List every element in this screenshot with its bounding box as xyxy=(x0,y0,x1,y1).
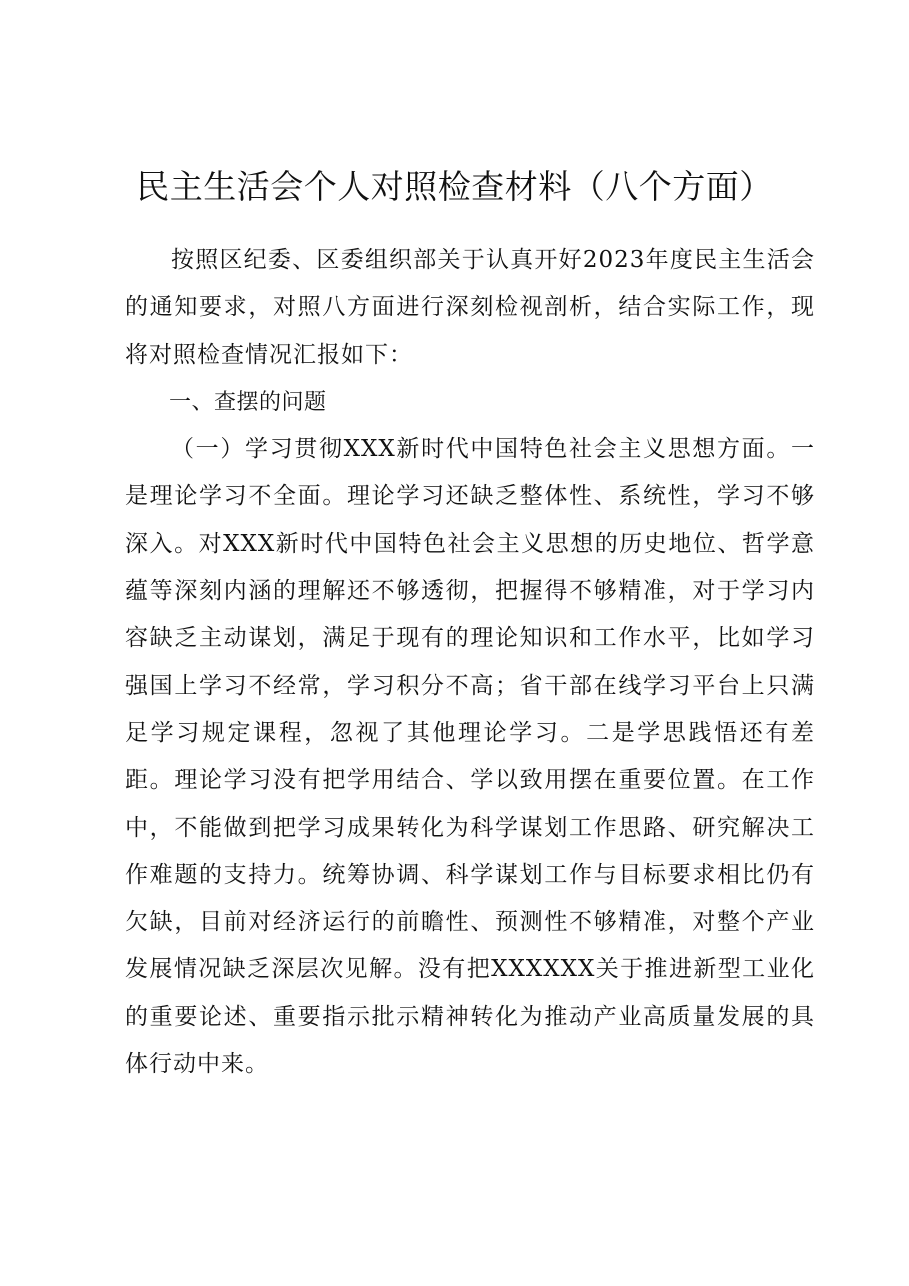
section-heading: 一、查摆的问题 xyxy=(169,389,327,415)
body-paragraph: （一）学习贯彻XXX新时代中国特色社会主义思想方面。一是理论学习不全面。理论学习还缺乏整体性、系统性，学习不够深入。对XXX新时代中国特色社会主义思想的历史地位、哲学意蕴等深刻内涵的理解还不够透彻，把握得不够精准，对于学习内容缺乏主动谋划，满足于现有的理论知识和工作水平，比如学习强国上学习不经常，学习积分不高；省干部在线学习平台上只满足学习规定课程，忽视了其他理论学习。二是学思践悟还有差距。理论学习没有把学用结合、学以致用摆在重要位置。在工作中，不能做到把学习成果转化为科学谋划工作思路、研究解决工作难题的支持力。统筹协调、科学谋划工作与目标要求相比仍有欠缺，目前对经济运行的前瞻性、预测性不够精准，对整个产业发展情况缺乏深层次见解。没有把XXXXXX关于推进新型工业化的重要论述、重要指示批示精神转化为推动产业高质量发展的具体行动中来。 xyxy=(125,436,815,1078)
intro-paragraph: 按照区纪委、区委组织部关于认真开好2023年度民主生活会的通知要求，对照八方面进行深刻检视剖析，结合实际工作，现将对照检查情况汇报如下： xyxy=(125,247,815,368)
document-body xyxy=(125,237,815,1088)
document-title: 民主生活会个人对照检查材料（八个方面） xyxy=(136,167,773,206)
